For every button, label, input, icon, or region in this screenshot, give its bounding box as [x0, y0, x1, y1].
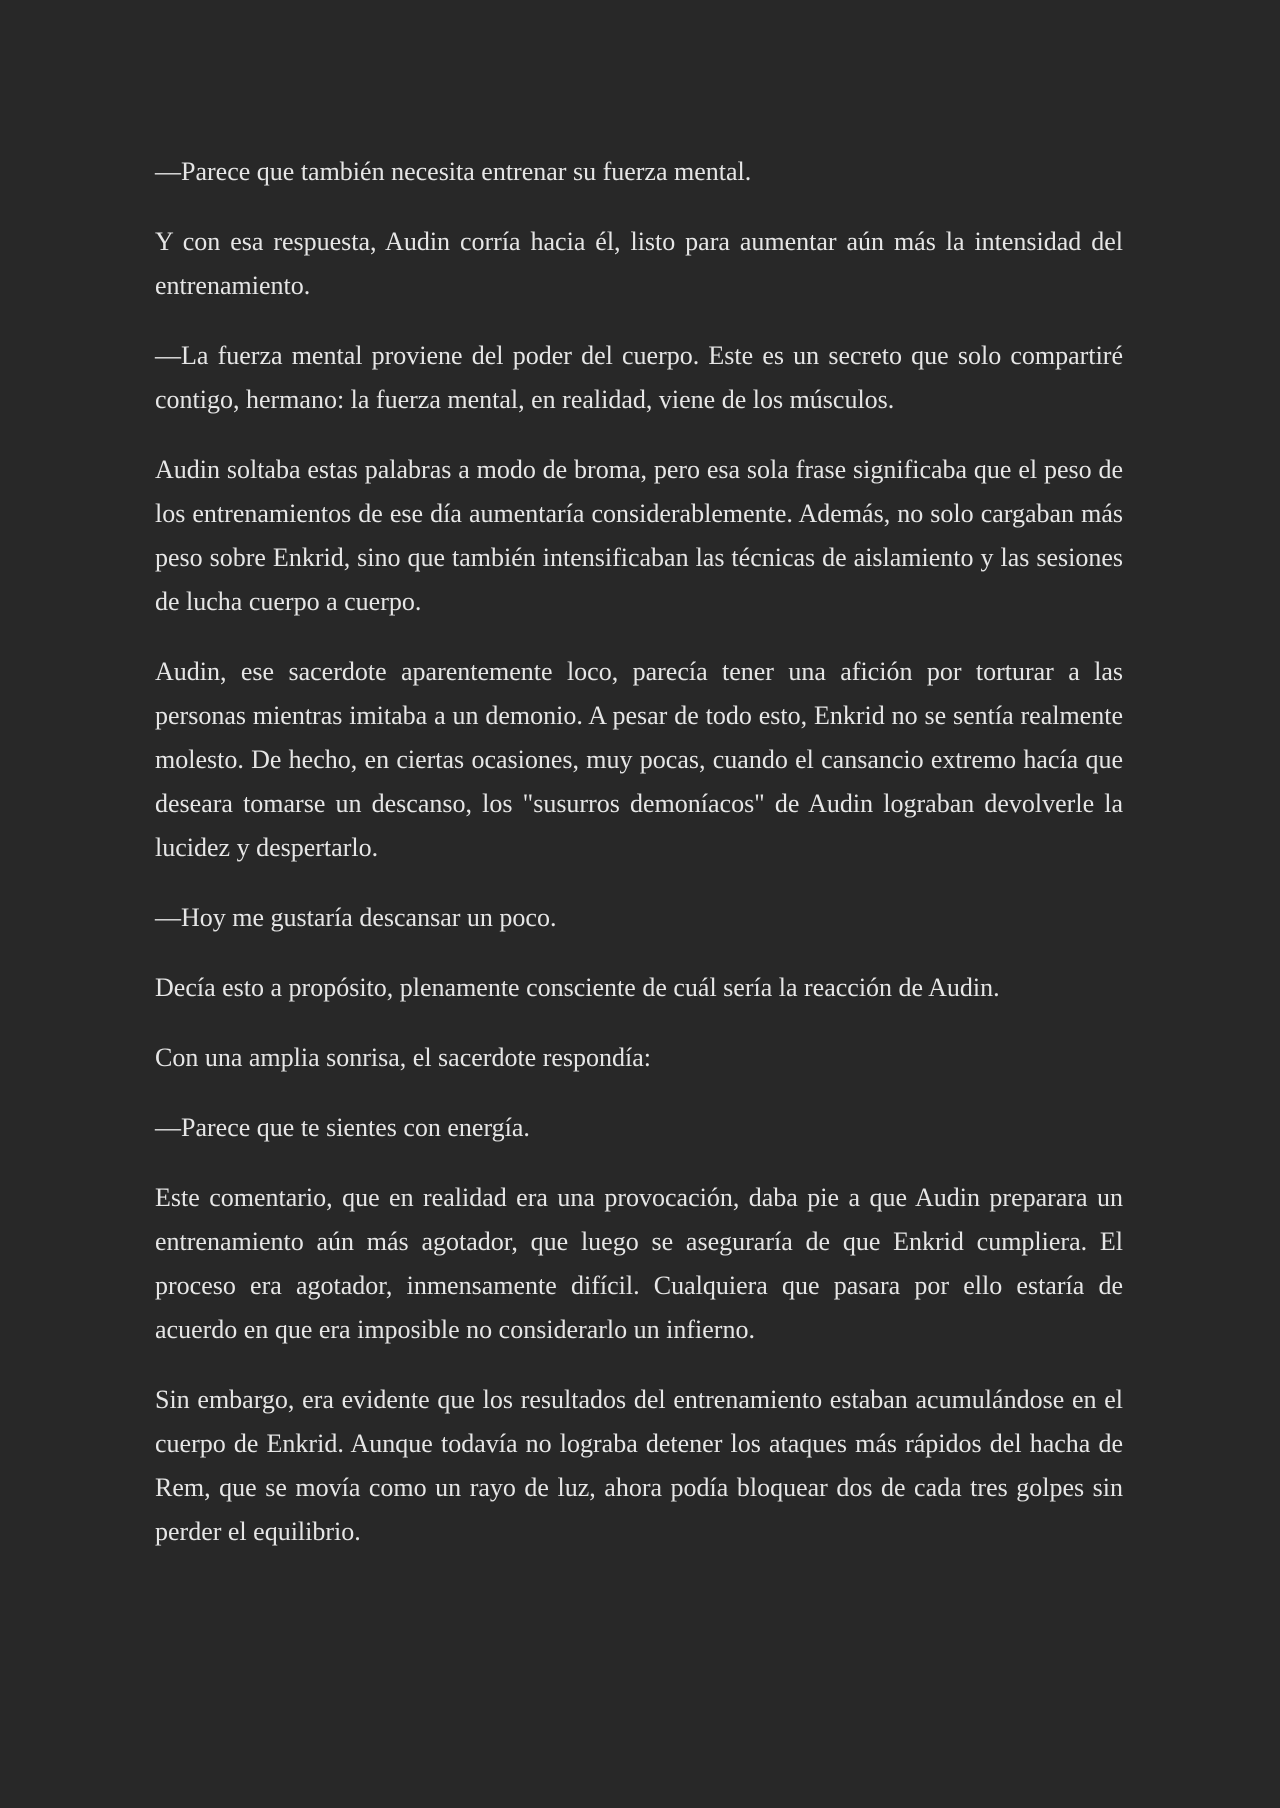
paragraph-11: Sin embargo, era evidente que los resultados del entrenamiento estaban acumulándose en el cuerpo de Enkrid. Aunque todavía no lograba detener los ataques más rápidos del hacha de Rem, que se movía como un rayo de luz, ahora podía bloquear dos de cada tres golpes sin perder el equilibrio.	[155, 1385, 1123, 1546]
chapter-text	[155, 150, 1123, 1580]
paragraph-6: —Hoy me gustaría descansar un poco.	[155, 903, 557, 932]
paragraph-5: Audin, ese sacerdote aparentemente loco, parecía tener una afición por torturar a las personas mientras imitaba a un demonio. A pesar de todo esto, Enkrid no se sentía realmente molesto. De hecho, en ciertas ocasiones, muy pocas, cuando el cansancio extremo hacía que deseara tomarse un descanso, los "susurros demoníacos" de Audin lograban devolverle la lucidez y despertarlo.	[155, 657, 1123, 862]
paragraph-10: Este comentario, que en realidad era una provocación, daba pie a que Audin preparara un entrenamiento aún más agotador, que luego se aseguraría de que Enkrid cumpliera. El proceso era agotador, inmensamente difícil. Cualquiera que pasara por ello estaría de acuerdo en que era imposible no considerarlo un infierno.	[155, 1183, 1123, 1344]
paragraph-9: —Parece que te sientes con energía.	[155, 1113, 530, 1142]
paragraph-7: Decía esto a propósito, plenamente consciente de cuál sería la reacción de Audin.	[155, 973, 1000, 1002]
paragraph-1: —Parece que también necesita entrenar su fuerza mental.	[155, 157, 752, 186]
paragraph-2: Y con esa respuesta, Audin corría hacia él, listo para aumentar aún más la intensidad del entrenamiento.	[155, 227, 1123, 300]
paragraph-8: Con una amplia sonrisa, el sacerdote respondía:	[155, 1043, 652, 1072]
paragraph-4: Audin soltaba estas palabras a modo de broma, pero esa sola frase significaba que el peso de los entrenamientos de ese día aumentaría considerablemente. Además, no solo cargaban más peso sobre Enkrid, sino que también intensificaban las técnicas de aislamiento y las sesiones de lucha cuerpo a cuerpo.	[155, 455, 1123, 616]
paragraph-3: —La fuerza mental proviene del poder del cuerpo. Este es un secreto que solo compartiré contigo, hermano: la fuerza mental, en realidad, viene de los músculos.	[155, 341, 1123, 414]
